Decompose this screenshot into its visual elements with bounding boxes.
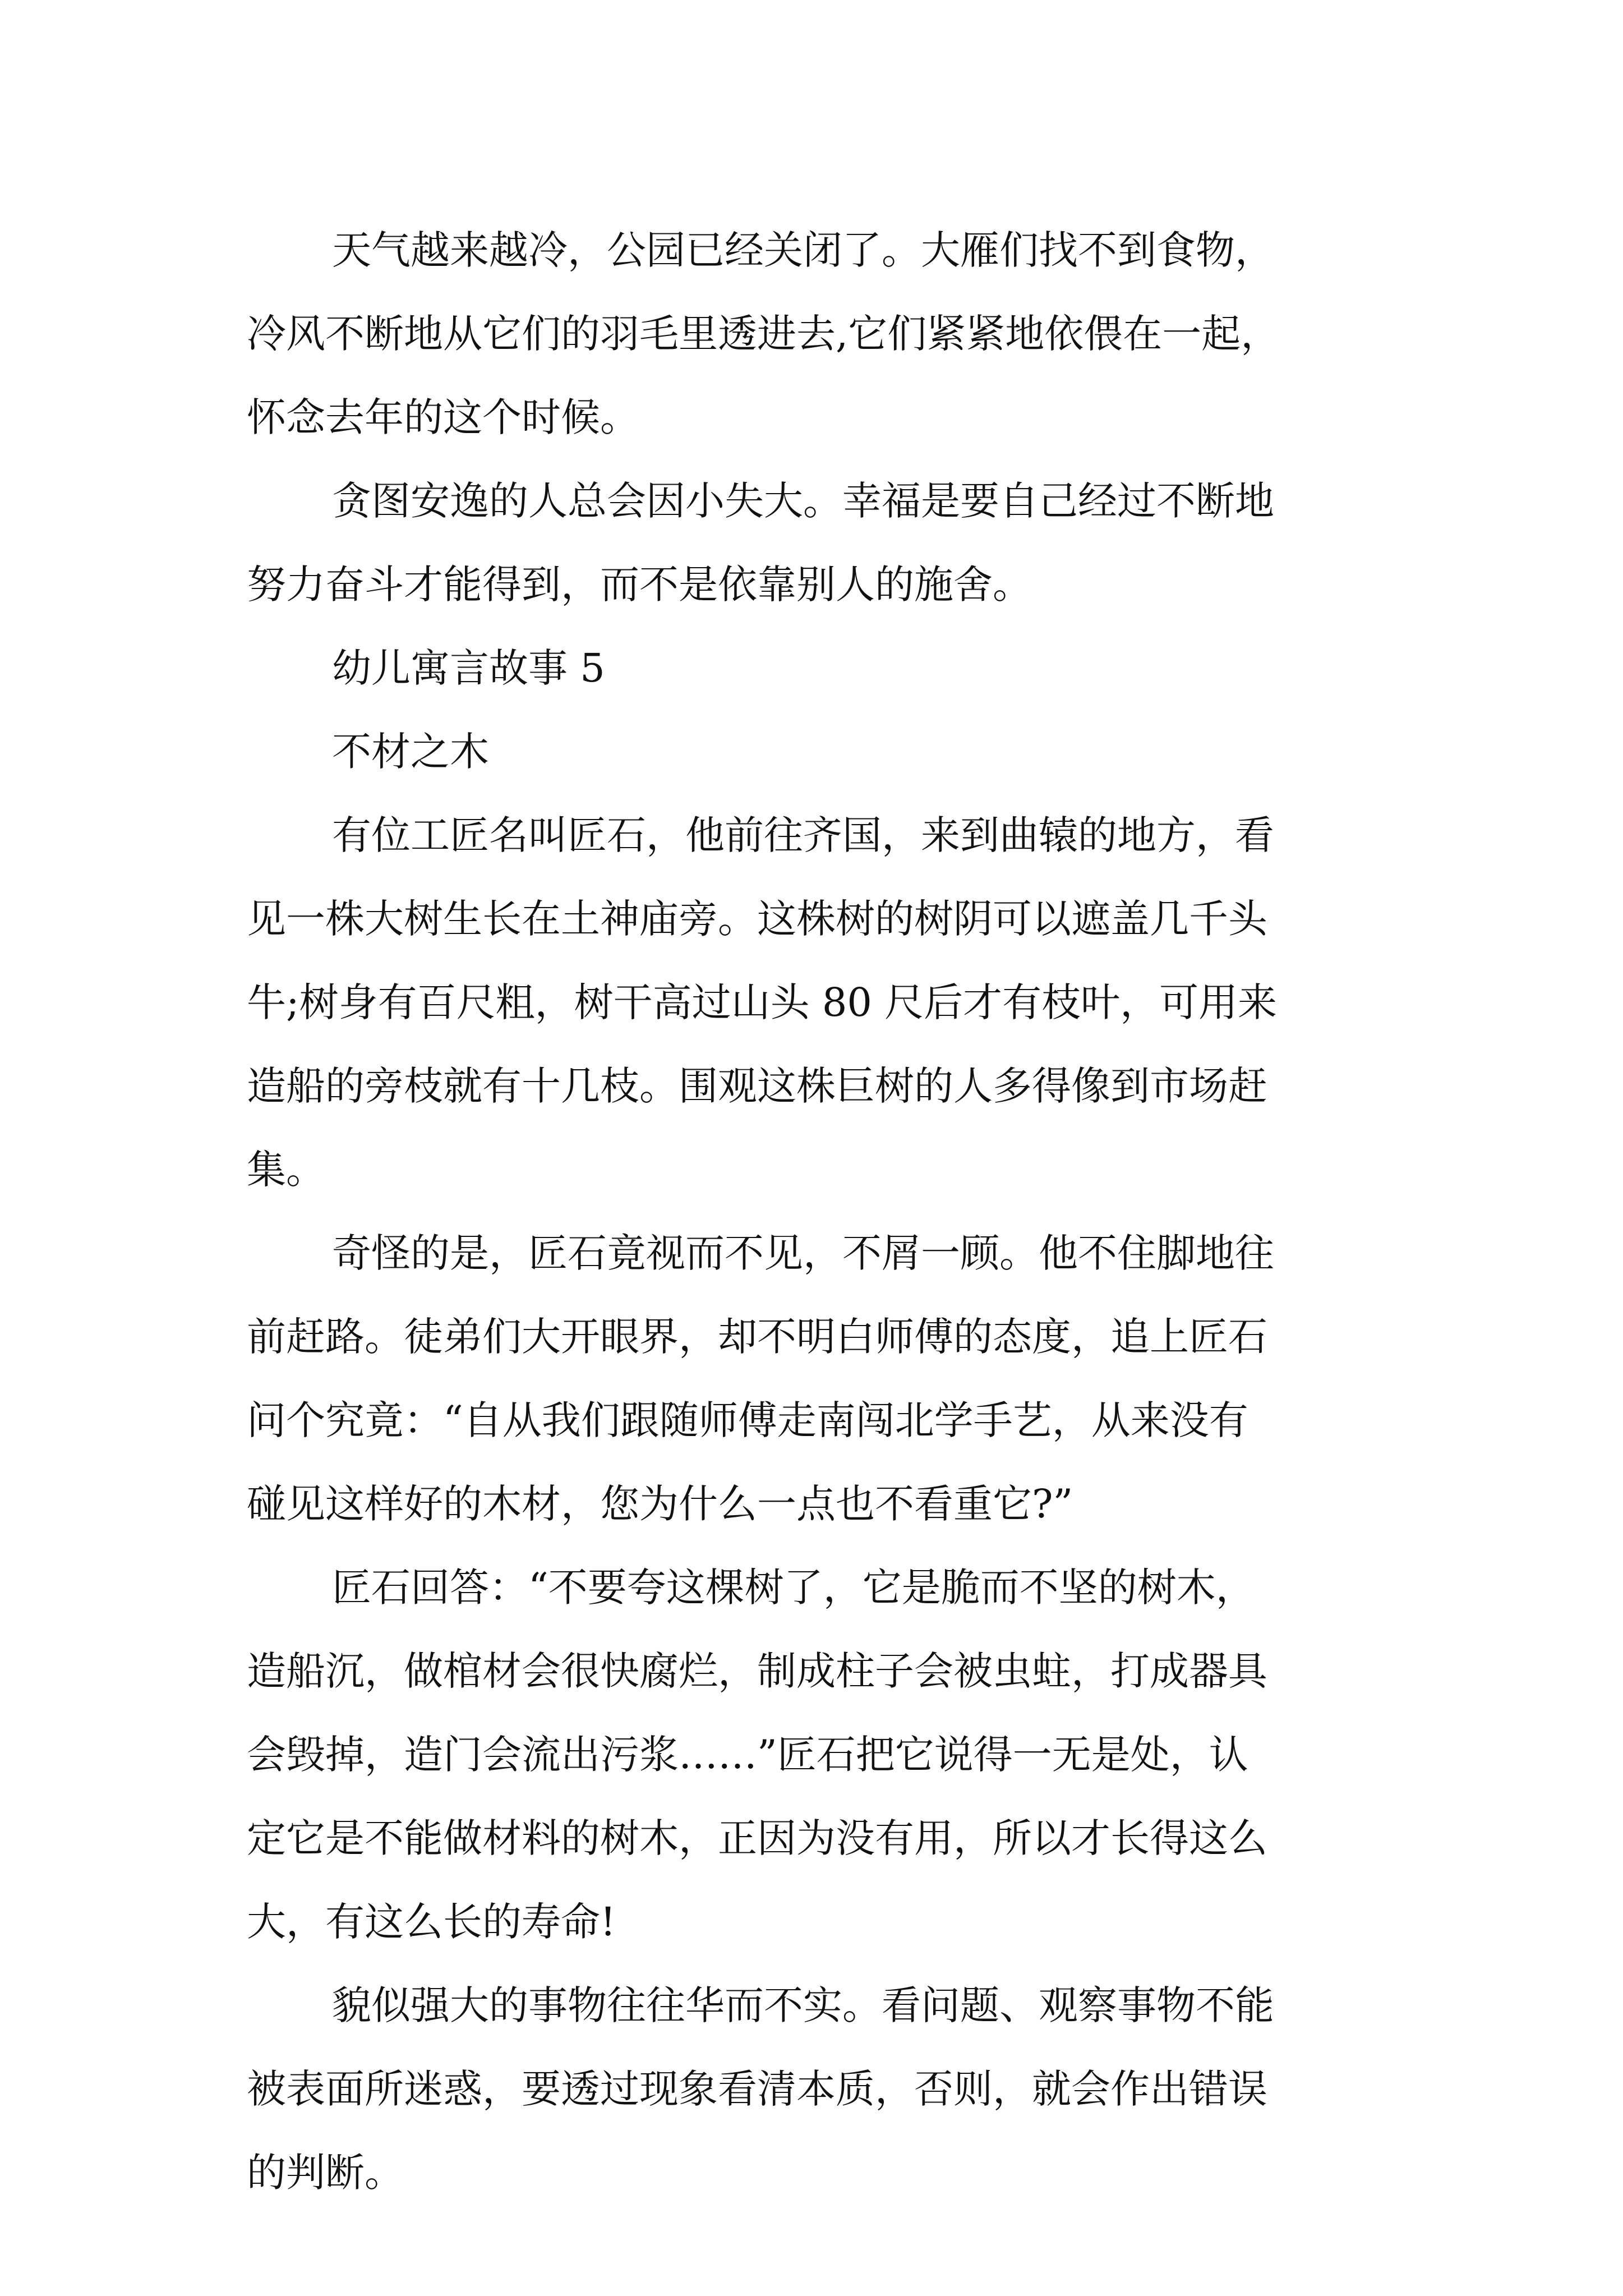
- text-line: 奇怪的是，匠石竟视而不见，不屑一顾。他不住脚地往: [332, 1230, 1274, 1276]
- text-line: 造船的旁枝就有十几枝。围观这株巨树的人多得像到市场赶: [247, 1063, 1267, 1109]
- text-line: 贪图安逸的人总会因小失大。幸福是要自己经过不断地: [332, 478, 1274, 524]
- document-body: [247, 209, 1402, 2215]
- text-line: 冷风不断地从它们的羽毛里透进去,它们紧紧地依偎在一起，: [247, 311, 1280, 357]
- text-line: 天气越来越冷，公园已经关闭了。大雁们找不到食物，: [332, 227, 1274, 273]
- text-line: 问个究竟：“自从我们跟随师傅走南闯北学手艺，从来没有: [247, 1397, 1248, 1443]
- section-heading: 幼儿寓言故事 5: [332, 645, 605, 691]
- text-line: 有位工匠名叫匠石，他前往齐国，来到曲辕的地方，看: [332, 812, 1274, 858]
- text-line: 牛;树身有百尺粗，树干高过山头 80 尺后才有枝叶，可用来: [247, 979, 1278, 1025]
- text-line: 被表面所迷惑，要透过现象看清本质，否则，就会作出错误: [247, 2066, 1267, 2112]
- text-line: 大，有这么长的寿命!: [247, 1899, 616, 1945]
- text-line: 会毁掉，造门会流出污浆……”匠石把它说得一无是处，认: [247, 1732, 1248, 1778]
- text-line: 集。: [247, 1147, 325, 1193]
- text-line: 造船沉，做棺材会很快腐烂，制成柱子会被虫蛀，打成器具: [247, 1648, 1267, 1694]
- text-line: 见一株大树生长在土神庙旁。这株树的树阴可以遮盖几千头: [247, 896, 1267, 942]
- text-line: 怀念去年的这个时候。: [247, 394, 639, 440]
- text-line: 努力奋斗才能得到，而不是依靠别人的施舍。: [247, 562, 1032, 608]
- text-line: 前赶路。徒弟们大开眼界，却不明白师傅的态度，追上匠石: [247, 1314, 1267, 1360]
- text-line: 定它是不能做材料的树木，正因为没有用，所以才长得这么: [247, 1815, 1267, 1861]
- text-line: 碰见这样好的木材，您为什么一点也不看重它?”: [247, 1481, 1073, 1527]
- text-line: 匠石回答：“不要夸这棵树了，它是脆而不坚的树木，: [332, 1565, 1255, 1611]
- story-title: 不材之木: [332, 729, 489, 775]
- text-line: 貌似强大的事物往往华而不实。看问题、观察事物不能: [332, 1982, 1274, 2028]
- text-line: 的判断。: [247, 2150, 404, 2196]
